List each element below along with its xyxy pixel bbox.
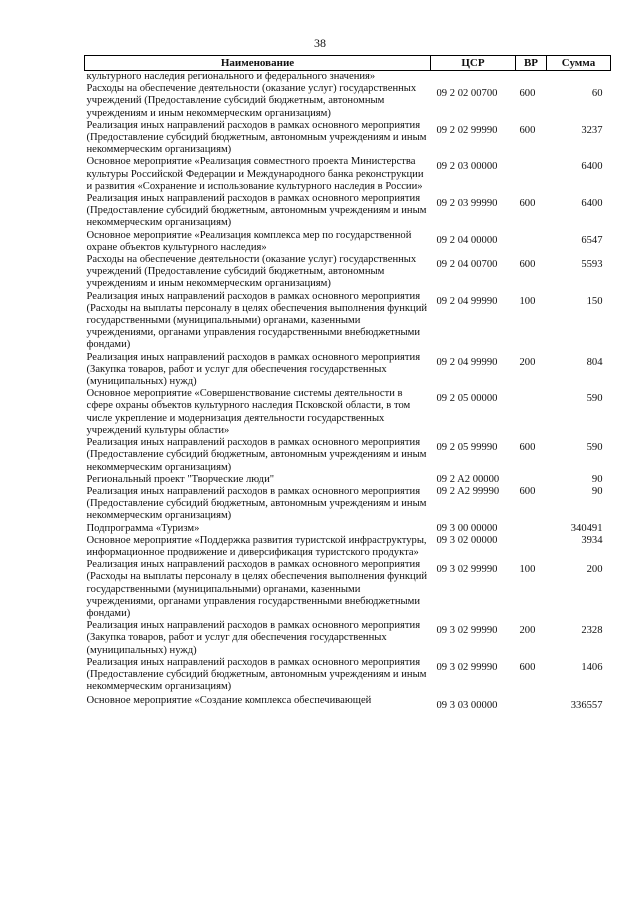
row-name-cell: Реализация иных направлений расходов в рамках основного мероприятия (Предоставление субсидий бюджетным, автономным учреждениям и иным некоммерческим организациям) (86, 193, 427, 229)
row-name-cell: Расходы на обеспечение деятельности (оказание услуг) государственных учреждений (Предоставление субсидий бюджетным, автономным учреждениям и иным некоммерческим организациям) (86, 254, 417, 290)
row-vr-cell (516, 71, 547, 84)
row-sum-cell: 150 (586, 295, 603, 307)
header-name: Наименование (85, 56, 431, 71)
row-name-cell: Реализация иных направлений расходов в рамках основного мероприятия (Расходы на выплаты персоналу в целях обеспечения выполнения функций государственными (муниципальными) органами, казенными учреждениями, органами управления государственными внебюджетными фондами) (86, 290, 428, 351)
row-name-cell: Реализация иных направлений расходов в рамках основного мероприятия (Закупка товаров, работ и услуг для обеспечения государственных (муниципальных) нужд) (86, 620, 421, 656)
row-csr-cell: 09 2 02 99990 (436, 124, 498, 136)
row-name-cell: Реализация иных направлений расходов в рамках основного мероприятия (Предоставление субсидий бюджетным, автономным учреждениям и иным некоммерческим организациям) (86, 119, 427, 156)
row-name-cell: культурного наследия регионального и федерального значения» (85, 71, 431, 84)
table-row (85, 437, 611, 474)
row-name-cell: Расходы на обеспечение деятельности (оказание услуг) государственных учреждений (Предоставление субсидий бюджетным, автономным учреждениям и иным некоммерческим организациям) (86, 83, 417, 119)
row-sum-cell: 60 (591, 88, 603, 100)
table-row (85, 620, 611, 657)
row-csr-cell: 09 2 04 00000 (436, 234, 498, 246)
row-name-cell: Основное мероприятие «Реализация совместного проекта Министерства культуры Российской Федерации и Международного банка реконструкции и развития «Сохранение и использование культурного наследия в России» (86, 156, 424, 192)
row-name-cell: Реализация иных направлений расходов в рамках основного мероприятия (Предоставление субсидий бюджетным, автономным учреждениям и иным некоммерческим организациям) (86, 485, 427, 522)
row-vr-cell: 600 (519, 442, 536, 454)
row-vr-cell: 600 (519, 485, 536, 497)
table-row (85, 535, 611, 559)
row-sum-cell: 2328 (581, 625, 603, 637)
table-row (85, 71, 611, 84)
row-sum-cell: 5593 (581, 259, 603, 271)
row-csr-cell (431, 71, 516, 84)
table-row (85, 693, 611, 712)
row-vr-cell: 600 (519, 88, 536, 100)
row-vr-cell: 600 (519, 661, 536, 673)
row-vr-cell (516, 388, 547, 437)
row-vr-cell (516, 474, 547, 486)
row-sum-cell: 90 (591, 473, 603, 485)
row-csr-cell: 09 2 05 99990 (436, 442, 498, 454)
row-vr-cell: 100 (519, 295, 536, 307)
row-sum-cell (547, 71, 611, 84)
budget-table (84, 55, 611, 713)
row-sum-cell: 590 (586, 393, 603, 405)
row-sum-cell: 6400 (581, 161, 603, 173)
table-row (85, 523, 611, 535)
table-row (85, 486, 611, 523)
row-vr-cell (516, 523, 547, 535)
row-sum-cell: 804 (586, 356, 603, 368)
table-row (85, 474, 611, 486)
table-row (85, 156, 611, 193)
row-csr-cell: 09 3 03 00000 (436, 700, 498, 712)
row-sum-cell: 200 (586, 564, 603, 576)
row-name-cell: Реализация иных направлений расходов в рамках основного мероприятия (Предоставление субсидий бюджетным, автономным учреждениям и иным некоммерческим организациям) (86, 437, 427, 473)
table-row (85, 120, 611, 157)
row-csr-cell: 09 2 A2 00000 (436, 473, 500, 485)
page-number: 38 (314, 36, 326, 50)
row-vr-cell: 200 (519, 625, 536, 637)
row-vr-cell: 100 (519, 564, 536, 576)
row-name-cell: Основное мероприятие «Реализация комплекса мер по государственной охране объектов культурного наследия» (86, 229, 412, 253)
row-name-cell: Реализация иных направлений расходов в рамках основного мероприятия (Закупка товаров, работ и услуг для обеспечения государственных (муниципальных) нужд) (86, 351, 421, 388)
table-row (85, 291, 611, 352)
row-vr-cell: 600 (519, 198, 536, 210)
row-name-cell: Реализация иных направлений расходов в рамках основного мероприятия (Расходы на выплаты персоналу в целях обеспечения выполнения функций государственными (муниципальными) органами, казенными учреждениями, органами управления государственными внебюджетными фондами) (86, 559, 428, 619)
row-sum-cell: 590 (586, 442, 603, 454)
row-name-cell: Подпрограмма «Туризм» (86, 522, 200, 534)
row-sum-cell: 6547 (581, 234, 603, 246)
row-csr-cell: 09 2 A2 99990 (436, 485, 500, 497)
row-csr-cell: 09 2 05 00000 (436, 393, 498, 405)
row-name-cell: Основное мероприятие «Создание комплекса обеспечивающей (86, 695, 372, 707)
row-csr-cell: 09 3 00 00000 (436, 522, 498, 534)
header-sum: Сумма (547, 56, 611, 71)
row-vr-cell: 200 (519, 356, 536, 368)
row-csr-cell: 09 3 02 00000 (436, 534, 498, 546)
row-vr-cell (516, 693, 547, 712)
row-sum-cell: 336557 (570, 700, 603, 712)
header-vr: ВР (516, 56, 547, 71)
table-row (85, 230, 611, 254)
row-csr-cell: 09 2 03 99990 (436, 198, 498, 210)
row-sum-cell: 3934 (581, 534, 603, 546)
row-vr-cell: 600 (519, 124, 536, 136)
table-row (85, 352, 611, 389)
table-row (85, 254, 611, 291)
row-csr-cell: 09 2 04 99990 (436, 356, 498, 368)
row-vr-cell (516, 535, 547, 559)
row-csr-cell: 09 2 03 00000 (436, 161, 498, 173)
table-body (85, 71, 611, 713)
table-row (85, 657, 611, 694)
row-sum-cell: 1406 (581, 661, 603, 673)
row-sum-cell: 340491 (570, 522, 603, 534)
table-header-row (85, 56, 611, 71)
row-csr-cell: 09 2 04 99990 (436, 295, 498, 307)
row-name-cell: Региональный проект "Творческие люди" (86, 473, 275, 485)
row-sum-cell: 6400 (581, 198, 603, 210)
row-vr-cell (516, 230, 547, 254)
table-row (85, 83, 611, 120)
table-row (85, 559, 611, 620)
row-vr-cell: 600 (519, 259, 536, 271)
header-csr: ЦСР (431, 56, 516, 71)
row-csr-cell: 09 2 02 00700 (436, 88, 498, 100)
table-row (85, 388, 611, 437)
row-vr-cell (516, 156, 547, 193)
table-row (85, 193, 611, 230)
row-sum-cell: 3237 (581, 124, 603, 136)
row-name-cell: Основное мероприятие «Совершенствование системы деятельности в сфере охраны объектов культурного наследия Псковской области, в том числе укрепление и модернизация деятельности государственных учреждений культуры области» (86, 388, 411, 436)
row-csr-cell: 09 2 04 00700 (436, 259, 498, 271)
row-name-cell: Основное мероприятие «Поддержка развития туристской инфраструктуры, информационное продвижение и диверсификация туристского продукта» (86, 534, 427, 558)
row-name-cell: Реализация иных направлений расходов в рамках основного мероприятия (Предоставление субсидий бюджетным, автономным учреждениям и иным некоммерческим организациям) (86, 656, 427, 693)
row-sum-cell: 90 (591, 485, 603, 497)
row-csr-cell: 09 3 02 99990 (436, 661, 498, 673)
row-csr-cell: 09 3 02 99990 (436, 625, 498, 637)
row-csr-cell: 09 3 02 99990 (436, 564, 498, 576)
